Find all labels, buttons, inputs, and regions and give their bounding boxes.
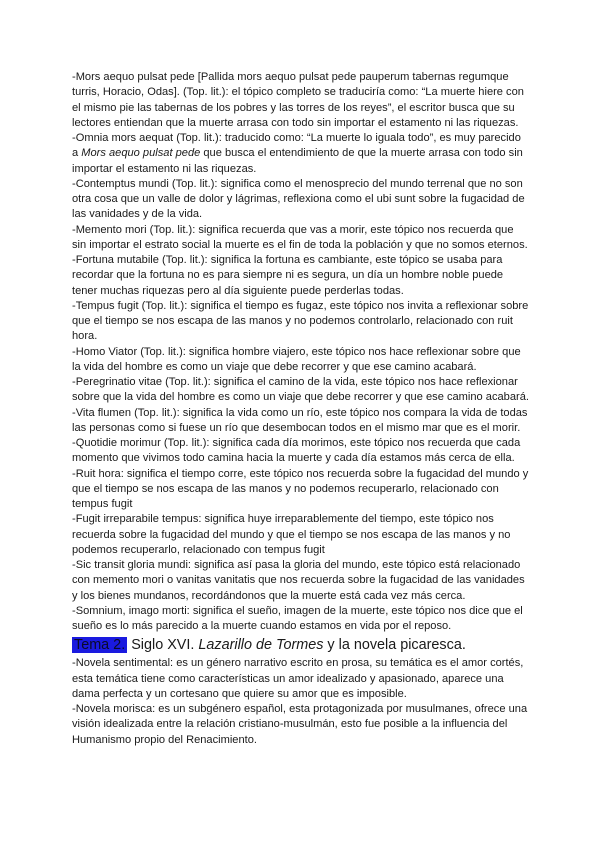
heading-tag-highlight: Tema 2. <box>74 637 126 654</box>
entry-novela-sentimental: -Novela sentimental: es un género narrativo escrito en prosa, su temática es el amor cortés, esta temática tiene como características un amor idealizado y apasionado, aparece una dama perfecta y un cortesano que quiere su amor que es imposible. <box>72 657 524 700</box>
entry-mors-aequo-pulsat-pede: -Mors aequo pulsat pede [Pallida mors aequo pulsat pede pauperum tabernas regumque turris, Horacio, Odas]. (Top. lit.): el tópico completo se traduciría como: “La muerte hiere con el mismo pie las tabernas de los pobres y las torres de los reyes”, el escritor busca que su lectores entiendan que la muerte arrasa con todo sin importar el estamento ni las riquezas. <box>72 71 524 129</box>
document-page <box>72 70 530 748</box>
entry-vita-flumen: -Vita flumen (Top. lit.): significa la vida como un río, este tópico nos compara la vida de todas las personas como si fuese un río que desembocan todos en el mismo mar que es el morir. <box>72 406 528 434</box>
entry-ruit-hora: -Ruit hora: significa el tiempo corre, este tópico nos recuerda sobre la fugacidad del mundo y que el tiempo se nos escapa de las manos y no podemos recuperarlo, relacionado con tempus fugit <box>72 467 529 510</box>
entry-homo-viator: -Homo Viator (Top. lit.): significa hombre viajero, este tópico nos hace reflexionar sobre que la vida del hombre es como un viaje que debe recorrer y que ese camino acabará. <box>72 345 521 373</box>
entry-fortuna-mutabile: -Fortuna mutabile (Top. lit.): significa la fortuna es cambiante, este tópico se usaba para recordar que la fortuna no es para siempre ni es segura, un día un hombre noble puede tener muchas riquezas pero al día siguiente puede perderlas todas. <box>72 254 504 297</box>
entry-somnium-imago-morti: -Somnium, imago morti: significa el sueño, imagen de la muerte, este tópico nos dice que el sueño es lo más parecido a la muerte cuando estamos en vida por el reposo. <box>72 604 523 632</box>
entry-text: que busca el entendimiento de que la muerte arrasa con todo sin importar el estamento ni las riquezas. <box>72 147 523 175</box>
section-heading <box>72 636 530 655</box>
heading-text: y la novela picaresca. <box>323 637 466 654</box>
entry-novela-morisca: -Novela morisca: es un subgénero español, esta protagonizada por musulmanes, ofrece una visión idealizada entre la relación cristiano-musulmán, esto fue posible a la influencia del Humanismo propio del Renacimiento. <box>72 703 528 746</box>
italic-title: Mors aequo pulsat pede <box>81 147 201 160</box>
entry-peregrinatio-vitae: -Peregrinatio vitae (Top. lit.): significa el camino de la vida, este tópico nos hace reflexionar sobre que la vida del hombre es como un viaje que debe recorrer y que ese camino acabará. <box>72 376 529 404</box>
heading-text: Siglo XVI. <box>127 637 199 654</box>
entry-omnia-mors-aequat <box>72 131 530 177</box>
entry-contemptus-mundi: -Contemptus mundi (Top. lit.): significa como el menosprecio del mundo terrenal que no son otra cosa que un valle de dolor y lágrimas, reflexiona como el ubi sunt sobre la fugacidad de las vanidades y de la vida. <box>72 177 525 221</box>
entry-sic-transit-gloria-mundi: -Sic transit gloria mundi: significa así pasa la gloria del mundo, este tópico está relacionado con memento mori o vanitas vanitatis que nos recuerda sobre la fugacidad de las vanidades y los bienes mundanos, recordándonos que la muerte está cada vez más cerca. <box>72 559 525 602</box>
entry-quotidie-morimur: -Quotidie morimur (Top. lit.): significa cada día morimos, este tópico nos recuerda que cada momento que vivimos todo camina hacia la muerte y cada día estamos más cerca de ella. <box>72 437 521 465</box>
entry-fugit-irreparabile-tempus: -Fugit irreparabile tempus: significa huye irreparablemente del tiempo, este tópico nos recuerda sobre la fugacidad del mundo y que el tiempo se nos escapa de las manos y no podemos recuperarlo, relacionado con tempus fugit <box>72 513 511 556</box>
heading-italic-title: Lazarillo de Tormes <box>198 637 324 654</box>
entry-memento-mori: -Memento mori (Top. lit.): significa recuerda que vas a morir, este tópico nos recuerda que sin importar el estrato social la muerte es el fin de toda la población y que no somos eternos. <box>72 223 528 251</box>
entry-tempus-fugit: -Tempus fugit (Top. lit.): significa el tiempo es fugaz, este tópico nos invita a reflexionar sobre que el tiempo se nos escapa de las manos y no podemos controlarlo, relacionado con ruit hora. <box>72 299 529 343</box>
entry-text: -Omnia mors aequat (Top. lit.): traducido como: “La muerte lo iguala todo”, es muy parecido a <box>72 132 521 160</box>
